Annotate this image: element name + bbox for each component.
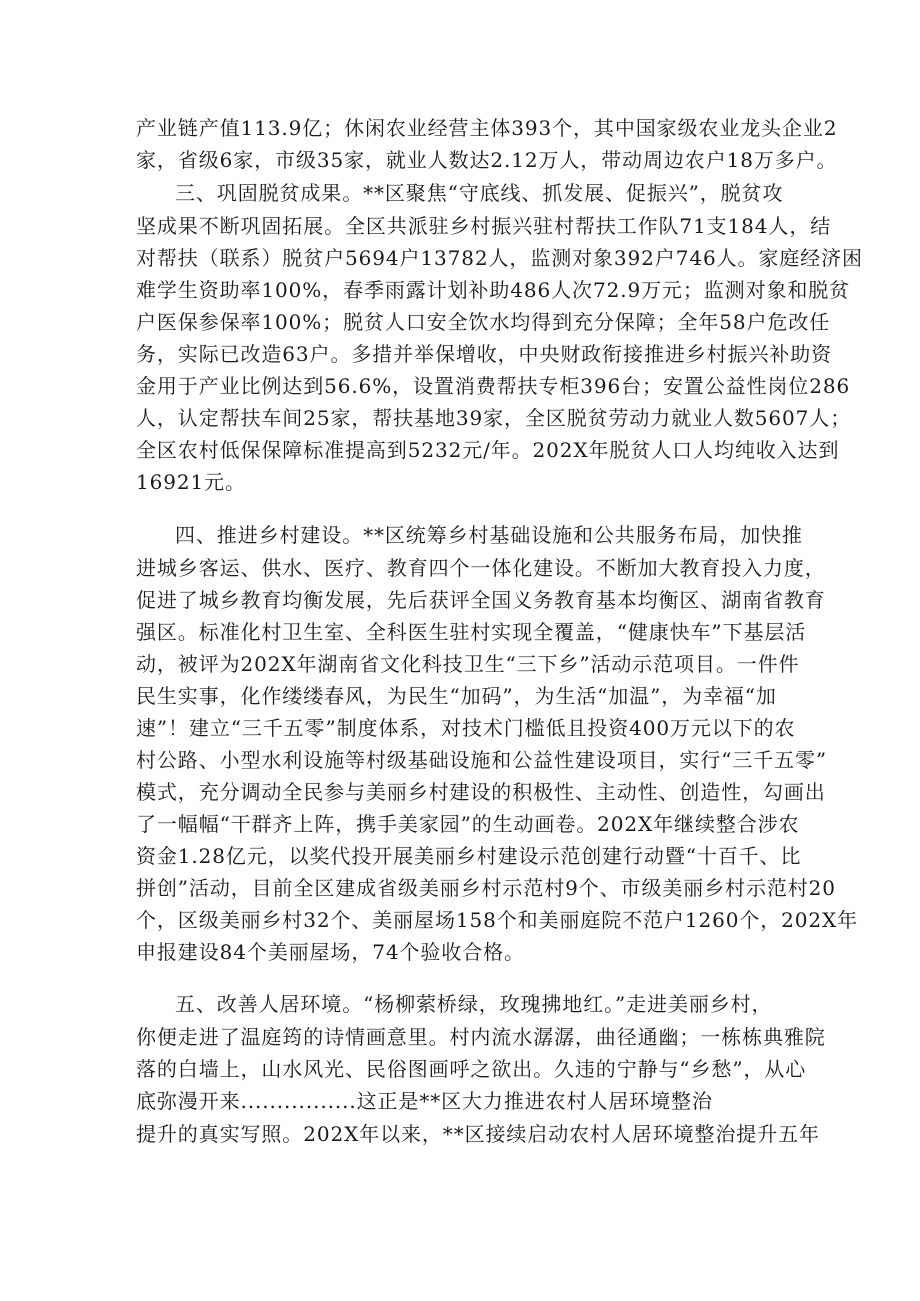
page-bottom-edge	[0, 1287, 920, 1301]
text-line: 个，区级美丽乡村32个、美丽屋场158个和美丽庭院不范户1260个，202X年	[136, 908, 859, 932]
section-heading-line: 四、推进乡村建设。**区统筹乡村基础设施和公共服务布局，加快推	[175, 523, 803, 547]
section-heading-line: 五、改善人居环境。“杨柳萦桥绿，玫瑰拂地红。”走进美丽乡村，	[175, 992, 773, 1016]
text-line: 强区。标准化村卫生室、全科医生驻村实现全覆盖，“健康快车”下基层活	[136, 620, 807, 644]
text-line: 对帮扶（联系）脱贫户5694户13782人，监测对象392户746人。家庭经济困	[136, 246, 863, 270]
text-line: 产业链产值113.9亿；休闲农业经营主体393个，其中国家级农业龙头企业2	[136, 116, 838, 140]
text-line: 底弥漫开来................这正是**区大力推进农村人居环境整治	[136, 1089, 713, 1113]
text-line: 了一幅幅“干群齐上阵，携手美家园”的生动画卷。202X年继续整合涉农	[136, 812, 800, 836]
text-line: 务，实际已改造63户。多措并举保增收，中央财政衔接推进乡村振兴补助资	[136, 342, 833, 366]
text-line: 模式，充分调动全民参与美丽乡村建设的积极性、主动性、创造性，勾画出	[136, 780, 826, 804]
text-line: 速”！建立“三千五零”制度体系，对技术门槛低且投资400万元以下的农	[136, 716, 796, 740]
text-line: 动，被评为202X年湖南省文化科技卫生“三下乡”活动示范项目。一件件	[136, 652, 800, 676]
text-line: 民生实事，化作缕缕春风，为民生“加码”，为生活“加温”，为幸福“加	[136, 684, 777, 708]
text-line: 16921元。	[136, 470, 246, 494]
text-line: 全区农村低保保障标准提高到5232元/年。202X年脱贫人口人均纯收入达到	[136, 438, 840, 462]
text-line: 你便走进了温庭筠的诗情画意里。村内流水潺潺，曲径通幽；一栋栋典雅院	[136, 1025, 826, 1049]
text-line: 金用于产业比例达到56.6%，设置消费帮扶专柜396台；安置公益性岗位286	[136, 374, 851, 398]
text-line: 拼创”活动，目前全区建成省级美丽乡村示范村9个、市级美丽乡村示范村20	[136, 876, 836, 900]
text-line: 难学生资助率100%，春季雨露计划补助486人次72.9万元；监测对象和脱贫	[136, 278, 851, 302]
text-line: 坚成果不断巩固拓展。全区共派驻乡村振兴驻村帮扶工作队71支184人，结	[136, 214, 832, 238]
text-line: 促进了城乡教育均衡发展，先后获评全国义务教育基本均衡区、湖南省教育	[136, 588, 826, 612]
text-line: 村公路、小型水利设施等村级基础设施和公益性建设项目，实行“三千五零”	[136, 748, 828, 772]
text-line: 申报建设84个美丽屋场，74个验收合格。	[136, 940, 525, 964]
text-line: 家，省级6家，市级35家，就业人数达2.12万人，带动周边农户18万多户。	[136, 148, 838, 172]
text-line: 资金1.28亿元，以奖代投开展美丽乡村建设示范创建行动暨“十百千、比	[136, 844, 802, 868]
section-heading-line: 三、巩固脱贫成果。**区聚焦“守底线、抓发展、促振兴”，脱贫攻	[175, 181, 784, 205]
text-line: 进城乡客运、供水、医疗、教育四个一体化建设。不断加大教育投入力度，	[136, 556, 826, 580]
text-line: 户医保参保率100%；脱贫人口安全饮水均得到充分保障；全年58户危改任	[136, 310, 831, 334]
text-line: 人，认定帮扶车间25家，帮扶基地39家，全区脱贫劳动力就业人数5607人；	[136, 406, 852, 430]
text-line: 提升的真实写照。202X年以来，**区接续启动农村人居环境整治提升五年	[136, 1122, 820, 1146]
text-line: 落的白墙上，山水风光、民俗图画呼之欲出。久违的宁静与“乡愁”，从心	[136, 1057, 807, 1081]
